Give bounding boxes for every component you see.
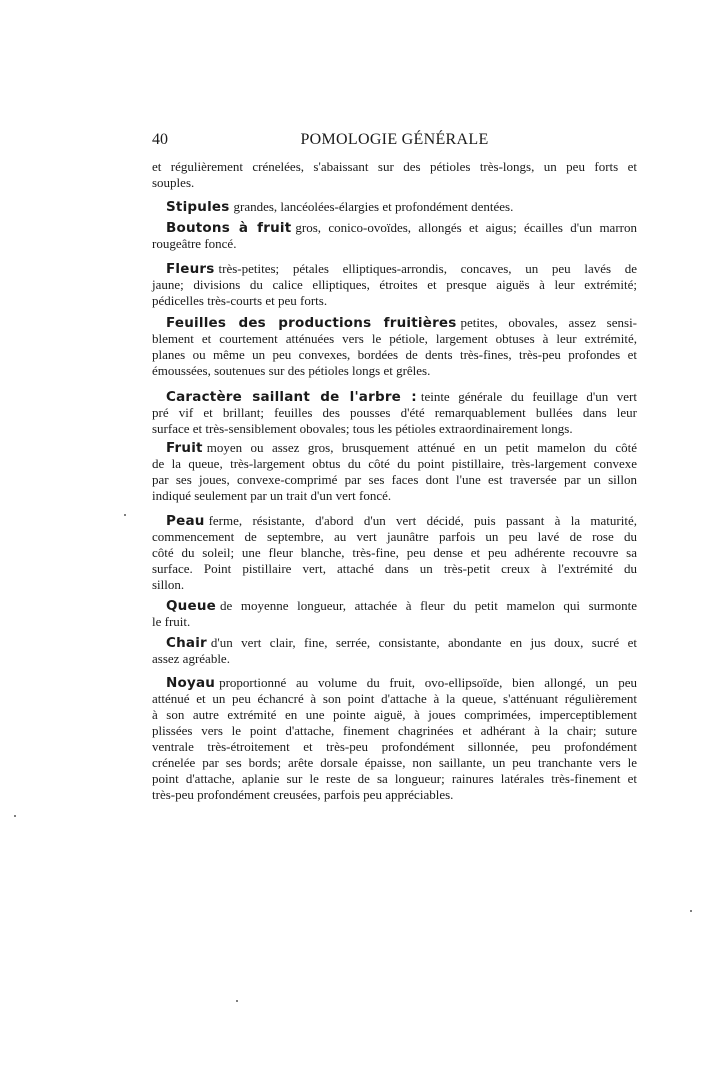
paragraph-lead-term: Feuilles des productions fruitières [166,315,457,331]
text-line [152,529,637,545]
text-line [152,405,637,421]
text-line [152,315,637,331]
line-text: petites, obovales, assez sensi- [460,315,638,330]
line-text: proportionné au volume du fruit, ovo-ellipsoïde, bien allongé, un peu [219,675,637,690]
text-line [152,389,637,405]
line-text: blement et courtement atténuées vers le pétiole, largement obtuses à leur extrémité, [152,331,637,346]
text-line [152,159,637,175]
text-line [152,651,637,667]
line-text: et régulièrement crénelées, s'abaissant sur des pétioles très-longs, un peu forts et [152,159,637,174]
page-number: 40 [152,131,168,148]
text-line [152,440,637,456]
paragraph-lead-term: Chair [166,635,207,651]
scan-speck [124,514,126,516]
text-line [152,787,637,803]
running-title: POMOLOGIE GÉNÉRALE [300,131,489,148]
line-text: planes ou même un peu convexes, bordées de dents très-fines, très-peu profondes et [152,347,637,362]
text-line [152,363,637,379]
running-header [152,131,637,151]
line-text: crénelée par ses bords; arête dorsale épaisse, non saillante, un peu tranchante vers le [152,755,637,770]
line-text: plissées vers le point d'attache, finement chagrinées et adhérant à la chair; suture [152,723,637,738]
text-line [152,261,637,277]
text-line [152,472,637,488]
line-text: d'un vert clair, fine, serrée, consistante, abondante en jus doux, sucré et [210,635,637,650]
line-text: moyen ou assez gros, brusquement atténué en un petit mamelon du côté [206,440,637,455]
text-line [152,635,637,651]
line-text: teinte générale du feuillage d'un vert [420,389,637,404]
line-text: pré vif et brillant; feuilles des pousses d'été remarquablement bullées dans leur [152,405,637,420]
text-line [152,739,637,755]
text-line [152,347,637,363]
text-line [152,577,637,593]
line-text: côté du soleil; une fleur blanche, très-fine, peu dense et peu adhérente recouvre sa [152,545,637,560]
text-line [152,331,637,347]
line-text: ventrale très-étroitement et très-peu profondément sillonnée, peu profondément [152,739,637,754]
paragraph [152,675,637,803]
paragraph-lead-term: Boutons à fruit [166,220,292,236]
paragraph-lead-term: Stipules [166,199,230,215]
text-line [152,456,637,472]
paragraph [152,315,637,379]
text-line [152,545,637,561]
paragraph-lead-term: Peau [166,513,205,529]
line-text: de la queue, très-largement obtus du côté du point pistillaire, très-largement convexe [152,456,637,471]
line-text: très-petites; pétales elliptiques-arrondis, concaves, un peu lavés de [218,261,637,276]
text-line [152,175,637,191]
paragraph-lead-term: Fleurs [166,261,215,277]
line-text: jaune; divisions du calice elliptiques, étroites et presque aiguës à leur extrémité; [152,277,637,292]
line-text: rougeâtre foncé. [152,236,237,251]
text-line [152,488,637,504]
text-line [152,561,637,577]
line-text: gros, conico-ovoïdes, allongés et aigus; écailles d'un marron [295,220,637,235]
paragraph [152,389,637,437]
line-text: ferme, résistante, d'abord d'un vert décidé, puis passant à la maturité, [208,513,637,528]
paragraph [152,199,637,215]
paragraph [152,261,637,309]
text-line [152,771,637,787]
paragraph [152,220,637,252]
line-text: sillon. [152,577,185,592]
text-line [152,707,637,723]
text-line [152,691,637,707]
line-text: émoussées, soutenues sur des pétioles longs et grêles. [152,363,431,378]
scan-speck [14,815,16,817]
text-line [152,236,637,252]
line-text: assez agréable. [152,651,230,666]
paragraph-lead-term: Queue [166,598,217,614]
line-text: très-peu profondément creusées, parfois peu appréciables. [152,787,454,802]
line-text: surface. Point pistillaire vert, attaché dans un très-petit creux à l'extrémité du [152,561,637,576]
paragraph-lead-term: Caractère saillant de l'arbre : [166,389,417,405]
paragraph [152,598,637,630]
line-text: de moyenne longueur, attachée à fleur du petit mamelon qui surmonte [220,598,637,613]
scan-speck [236,1000,238,1002]
text-line [152,755,637,771]
line-text: le fruit. [152,614,191,629]
line-text: point d'attache, aplanie sur le reste de sa longueur; rainures latérales très-finement et [152,771,637,786]
line-text: souples. [152,175,195,190]
paragraph-lead-term: Fruit [166,440,203,456]
line-text: grandes, lancéolées-élargies et profondément dentées. [233,199,514,214]
text-line [152,199,637,215]
text-line [152,723,637,739]
paragraph [152,159,637,191]
paragraph [152,440,637,504]
line-text: surface et très-sensiblement obovales; tous les pétioles extraordinairement longs. [152,421,573,436]
paragraph-lead-term: Noyau [166,675,216,691]
text-line [152,277,637,293]
text-line [152,220,637,236]
paragraph [152,513,637,593]
text-line [152,598,637,614]
text-line [152,421,637,437]
line-text: à son autre extrémité en une pointe aiguë, à joues comprimées, imperceptiblement [152,707,637,722]
paragraph [152,635,637,667]
scan-speck [690,910,692,912]
text-line [152,513,637,529]
line-text: commencement de septembre, au vert jaunâtre parfois un peu lavé de rose du [152,529,637,544]
line-text: par ses joues, convexe-comprimé par ses faces dont l'une est traversée par un sillon [152,472,637,487]
text-line [152,614,637,630]
line-text: indiqué seulement par un trait d'un vert foncé. [152,488,392,503]
text-line [152,675,637,691]
text-line [152,293,637,309]
line-text: atténué et un peu échancré à son point d'attache à la queue, s'atténuant régulièrement [152,691,637,706]
line-text: pédicelles très-courts et peu forts. [152,293,328,308]
